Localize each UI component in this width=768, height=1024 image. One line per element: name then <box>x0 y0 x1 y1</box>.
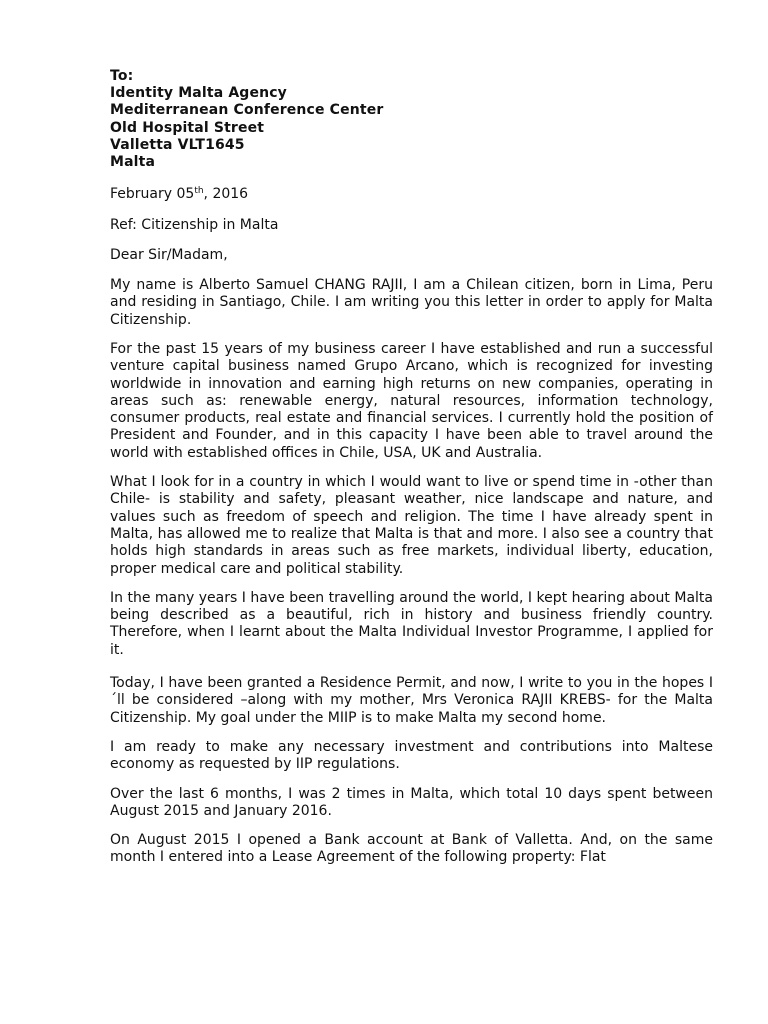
date-suffix: th <box>194 186 204 197</box>
street-address: Old Hospital Street <box>110 119 265 136</box>
agency-name: Identity Malta Agency <box>110 85 287 102</box>
paragraph-business-career: For the past 15 years of my business career I have established and run a successful venture capital business named Grupo Arcano, which is recognized for investing worldwide in innovation and earning high returns on new companies, operating in areas such as: renewable energy, natural resources, information technology, consumer products, real estate and financial services. I currently hold the position of President and Founder, and in this capacity I have been able to travel around the world with established offices in Chile, USA, UK and Australia. <box>110 341 713 461</box>
paragraph-residence-permit: Today, I have been granted a Residence Permit, and now, I write to you in the hopes I´ll be considered –along with my mother, Mrs Veronica RAJII KREBS- for the Malta Citizenship. My goal under the MIIP is to make Malta my second home. <box>110 675 713 726</box>
paragraph-bank-lease: On August 2015 I opened a Bank account at Bank of Valletta. And, on the same month I entered into a Lease Agreement of the following property: Flat <box>110 832 713 866</box>
recipient-address <box>110 68 713 171</box>
to-label: To: <box>110 68 134 84</box>
paragraph-visits: Over the last 6 months, I was 2 times in Malta, which total 10 days spent between August 2015 and January 2016. <box>110 785 713 819</box>
city-postcode: Valletta VLT1645 <box>110 136 245 153</box>
date-prefix: February 05 <box>110 186 195 203</box>
country: Malta <box>110 154 156 171</box>
paragraph-country-values: What I look for in a country in which I would want to live or spend time in -other than Chile- is stability and safety, pleasant weather, nice landscape and nature, and values such as freedom of speech and religion. The time I have already spent in Malta, has allowed me to realize that Malta is that and more. I also see a country that holds high standards in areas such as free markets, individual liberty, education, proper medical care and political stability. <box>110 474 713 577</box>
paragraph-introduction: My name is Alberto Samuel CHANG RAJII, I am a Chilean citizen, born in Lima, Peru and residing in Santiago, Chile. I am writing you this letter in order to apply for Malta Citizenship. <box>110 277 713 328</box>
center-name: Mediterranean Conference Center <box>110 102 384 119</box>
paragraph-travel: In the many years I have been travelling around the world, I kept hearing about Malta being described as a beautiful, rich in history and business friendly country. Therefore, when I learnt about the Malta Individual Investor Programme, I applied for it. <box>110 589 713 658</box>
salutation: Dear Sir/Madam, <box>110 246 228 263</box>
letter-date <box>110 186 713 203</box>
date-year: , 2016 <box>203 186 249 203</box>
letter-page <box>110 68 713 867</box>
reference-line: Ref: Citizenship in Malta <box>110 216 279 233</box>
paragraph-investment: I am ready to make any necessary investment and contributions into Maltese economy as requested by IIP regulations. <box>110 738 713 773</box>
